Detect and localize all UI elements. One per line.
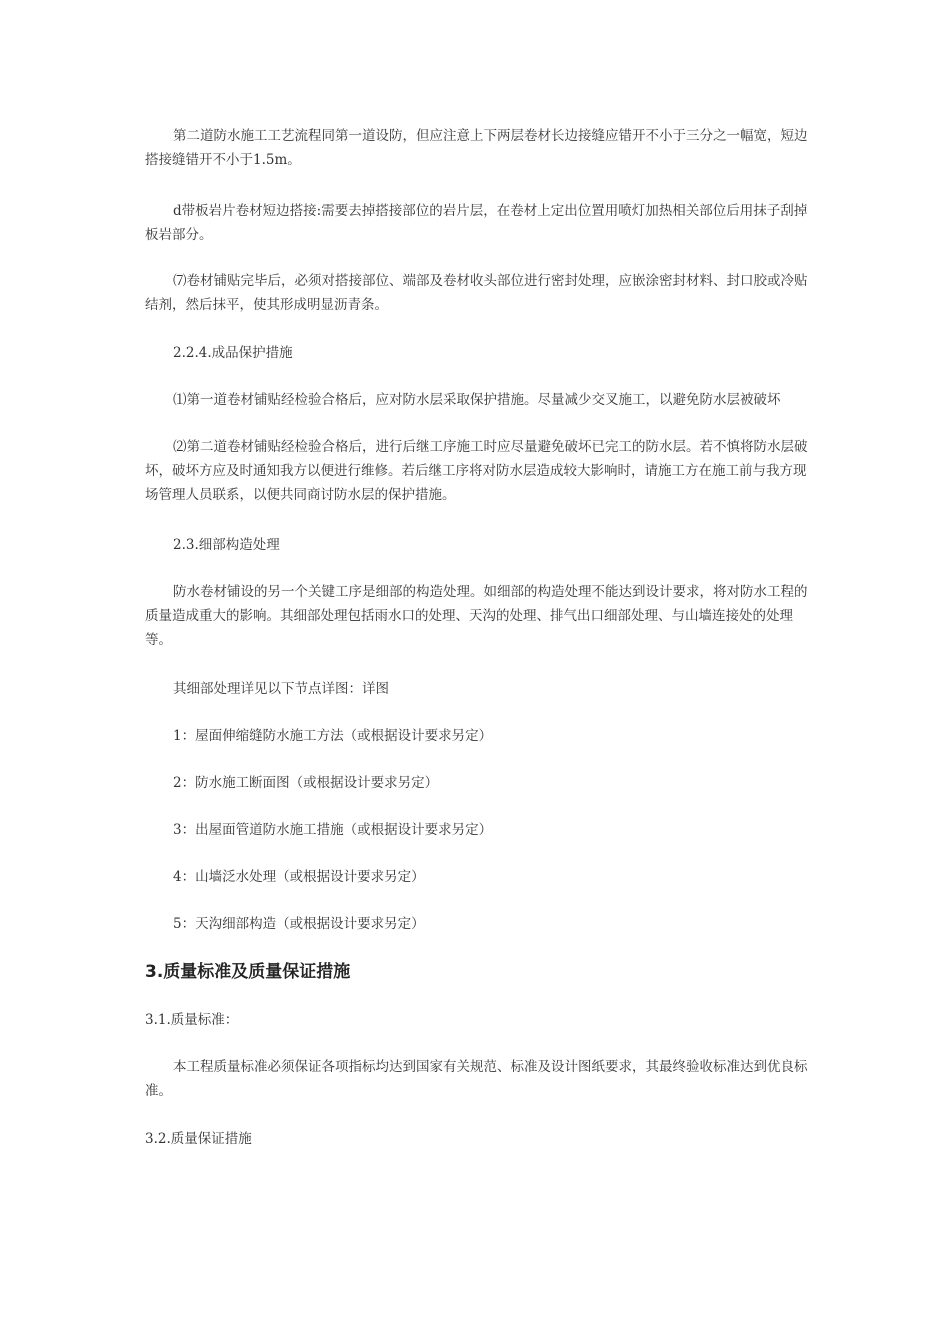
paragraph-detail-construction: 防水卷材铺设的另一个关键工序是细部的构造处理。如细部的构造处理不能达到设计要求，将对防水工程的质量造成重大的影响。其细部处理包括雨水口的处理、天沟的处理、排气出口细部处理、与山墙连接处的处理等。 [145,584,808,648]
paragraph-detail-drawings-intro: 其细部处理详见以下节点详图：详图 [173,681,389,697]
subheading-detail-construction: 2.3.细部构造处理 [173,537,280,553]
paragraph-sealing-treatment: ⑺卷材铺贴完毕后，必须对搭接部位、端部及卷材收头部位进行密封处理，应嵌涂密封材料、封口胶或冷贴结剂，然后抹平，使其形成明显沥青条。 [145,273,808,313]
list-item: 5：天沟细部构造（或根据设计要求另定） [173,916,425,932]
subheading-quality-assurance: 3.2.质量保证措施 [145,1131,252,1147]
section-heading-quality: 3.质量标准及质量保证措施 [145,962,351,982]
paragraph-quality-standard: 本工程质量标准必须保证各项指标均达到国家有关规范、标准及设计图纸要求，其最终验收标准达到优良标准。 [145,1059,808,1099]
paragraph-slate-lap-joint: d带板岩片卷材短边搭接:需要去掉搭接部位的岩片层，在卷材上定出位置用喷灯加热相关部位后用抹子刮掉板岩部分。 [145,203,808,243]
subheading-quality-standard: 3.1.质量标准： [145,1012,239,1028]
paragraph-second-layer-protection: ⑵第二道卷材铺贴经检验合格后，进行后继工序施工时应尽量避免破坏已完工的防水层。若不慎将防水层破坏，破坏方应及时通知我方以便进行维修。若后继工序将对防水层造成较大影响时，请施工方在施工前与我方现场管理人员联系，以便共同商讨防水层的保护措施。 [145,439,808,503]
paragraph-second-layer-process: 第二道防水施工工艺流程同第一道设防，但应注意上下两层卷材长边接缝应错开不小于三分之一幅宽，短边搭接缝错开不小于1.5m。 [145,128,808,168]
list-item: 2：防水施工断面图（或根据设计要求另定） [173,775,439,791]
list-item: 4：山墙泛水处理（或根据设计要求另定） [173,869,425,885]
subheading-product-protection: 2.2.4.成品保护措施 [173,345,293,361]
list-item: 1：屋面伸缩缝防水施工方法（或根据设计要求另定） [173,728,493,744]
paragraph-first-layer-protection: ⑴第一道卷材铺贴经检验合格后，应对防水层采取保护措施。尽量减少交叉施工，以避免防水层被破坏 [173,392,781,408]
list-item: 3：出屋面管道防水施工措施（或根据设计要求另定） [173,822,493,838]
